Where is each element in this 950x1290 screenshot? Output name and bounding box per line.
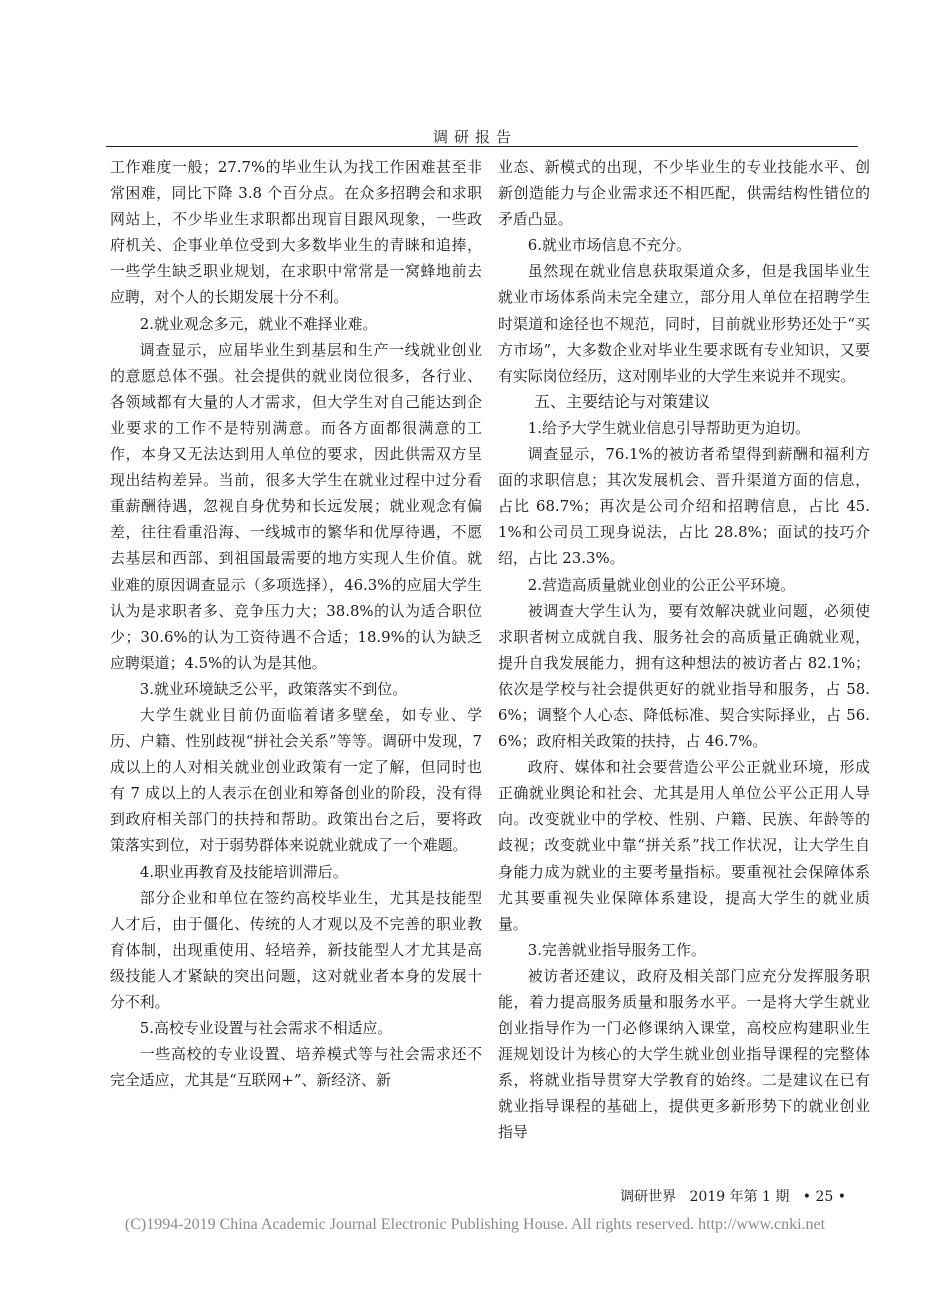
paragraph-p9: 被调查大学生认为，要有效解决就业问题，必须使求职者树立成就自我、服务社会的高质量正确就业观，提升自我发展能力，拥有这种想法的被访者占 82.1%；依次是学校与社会提供更好的就业指导和服务，占 58.6%；调整个人心态、降低标准、契合实际择业，占 56.6%；政府相关政策的扶持，占 46.7%。: [498, 601, 870, 751]
paragraph-r3: 3.完善就业指导服务工作。: [527, 940, 706, 959]
running-header: 调研报告: [432, 128, 517, 146]
paragraph-p1: 工作难度一般；27.7%的毕业生认为找工作困难甚至非常困难，同比下降 3.8 个百分点。在众多招聘会和求职网站上，不少毕业生求职都出现盲目跟风现象，一些政府机关、企事业单位受到大多数毕业生的青睐和追捧，一些学生缺乏职业规划，在求职中常常是一窝蜂地前去应聘，对个人的长期发展十分不利。: [110, 158, 482, 307]
journal-footer: 调研世界 2019 年第 1 期 • 25 •: [620, 1189, 846, 1205]
paragraph-p6: 业态、新模式的出现，不少毕业生的专业技能水平、创新创造能力与企业需求还不相匹配，供需结构性错位的矛盾凸显。: [498, 158, 870, 229]
header-rule: [106, 146, 858, 147]
paragraph-h6: 6.就业市场信息不充分。: [527, 236, 691, 255]
paragraph-r1: 1.给予大学生就业信息引导帮助更为迫切。: [527, 418, 811, 437]
paragraph-p5: 一些高校的专业设置、培养模式等与社会需求还不完全适应，尤其是“互联网+”、新经济、新: [110, 1045, 482, 1090]
paragraph-p7: 虽然现在就业信息获取渠道众多，但是我国毕业生就业市场体系尚未完全建立，部分用人单位在招聘学生时渠道和途径也不规范，同时，目前就业形势还处于“买方市场”，大多数企业对毕业生要求既有专业知识，又要有实际岗位经历，这对刚毕业的大学生来说并不现实。: [498, 262, 870, 385]
paragraph-p3: 大学生就业目前仍面临着诸多壁垒，如专业、学历、户籍、性别歧视“拼社会关系”等等。调研中发现，7 成以上的人对相关就业创业政策有一定了解，但同时也有 7 成以上的人表示在创业和筹备创业的阶段，没有得到政府相关部门的扶持和帮助。政策出台之后，要将政策落实到位，对于弱势群体来说就业就成了一个难题。: [110, 705, 482, 855]
paragraph-h3: 3.就业环境缺乏公平，政策落实不到位。: [139, 679, 408, 698]
section-heading: 五、主要结论与对策建议: [534, 391, 711, 411]
right-column: [498, 154, 870, 1146]
copyright-line: (C)1994-2019 China Academic Journal Electronic Publishing House. All rights reserved. http://www.cnki.net: [124, 1216, 826, 1233]
paragraph-r2: 2.营造高质量就业创业的公正公平环境。: [527, 575, 796, 594]
paragraph-p2: 调查显示，应届毕业生到基层和生产一线就业创业的意愿总体不强。社会提供的就业岗位很多，各行业、各领域都有大量的人才需求，但大学生对自己能达到企业要求的工作不是特别满意。而各方面都很满意的工作，本身又无法达到用人单位的要求，因此供需双方呈现出结构差异。当前，很多大学生在就业过程中过分看重薪酬待遇，忽视自身优势和长远发展；就业观念有偏差，往往看重沿海、一线城市的繁华和优厚待遇，不愿去基层和西部、到祖国最需要的地方实现人生价值。就业难的原因调查显示（多项选择），46.3%的应届大学生认为是求职者多、竞争压力大；38.8%的认为适合职位少；30.6%的认为工资待遇不合适；18.9%的认为缺乏应聘渠道；4.5%的认为是其他。: [110, 340, 482, 672]
left-column: [110, 154, 482, 1093]
paragraph-p11: 被访者还建议，政府及相关部门应充分发挥服务职能，着力提高服务质量和服务水平。一是将大学生就业创业指导作为一门必修课纳入课堂，高校应构建职业生涯规划设计为核心的大学生就业创业指导课程的完整体系，将就业指导贯穿大学教育的始终。二是建议在已有就业指导课程的基础上，提供更多新形势下的就业创业指导: [498, 966, 870, 1142]
paragraph-h5: 5.高校专业设置与社会需求不相适应。: [139, 1019, 393, 1038]
paragraph-h2: 2.就业观念多元，就业不难择业难。: [139, 314, 378, 333]
paragraph-h4: 4.职业再教育及技能培训滞后。: [139, 862, 348, 881]
paragraph-p10: 政府、媒体和社会要营造公平公正就业环境，形成正确就业舆论和社会、尤其是用人单位公平公正用人导向。改变就业中的学校、性别、户籍、民族、年龄等的歧视；改变就业中靠“拼关系”找工作状况，让大学生自身能力成为就业的主要考量指标。要重视社会保障体系尤其要重视失业保障体系建设，提高大学生的就业质量。: [498, 758, 870, 933]
paragraph-p4: 部分企业和单位在签约高校毕业生，尤其是技能型人才后，由于僵化、传统的人才观以及不完善的职业教育体制，出现重使用、轻培养，新技能型人才尤其是高级技能人才紧缺的突出问题，这对就业者本身的发展十分不利。: [110, 888, 482, 1011]
paragraph-p8: 调查显示，76.1%的被访者希望得到薪酬和福利方面的求职信息；其次发展机会、晋升渠道方面的信息，占比 68.7%；再次是公司介绍和招聘信息，占比 45.1%和公司员工现身说法，占比 28.8%；面试的技巧介绍，占比 23.3%。: [498, 445, 870, 568]
